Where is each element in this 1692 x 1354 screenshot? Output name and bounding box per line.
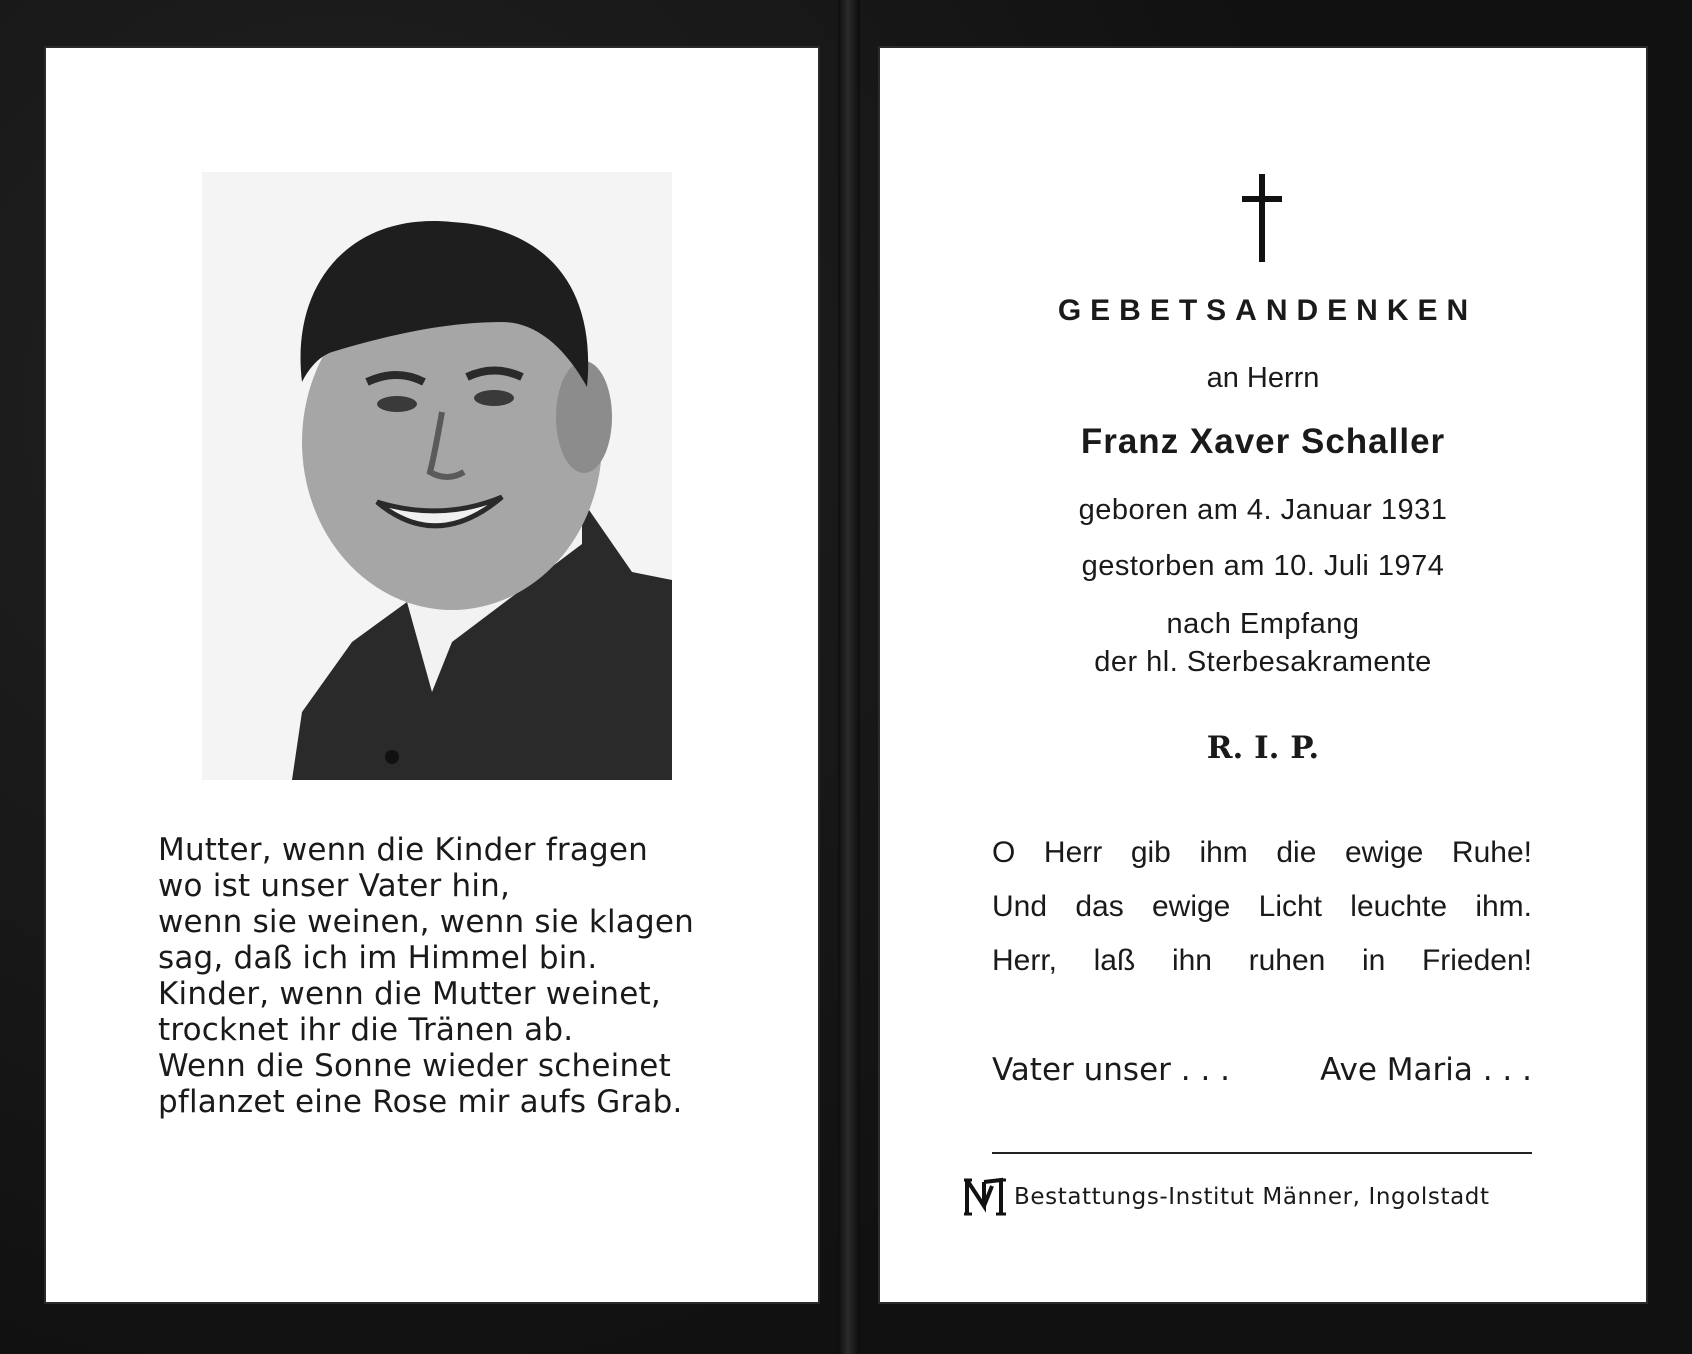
- prayer-vater-unser: Vater unser . . .: [992, 1052, 1231, 1088]
- prayer-ave-maria: Ave Maria . . .: [1320, 1052, 1532, 1088]
- funeral-home-name: Bestattungs-Institut Männer, Ingolstadt: [1014, 1184, 1490, 1210]
- birth-date: geboren am 4. Januar 1931: [1078, 494, 1448, 526]
- memorial-poem: [158, 832, 778, 1120]
- poem-line: wenn sie weinen, wenn sie klagen: [158, 904, 695, 940]
- death-date: gestorben am 10. Juli 1974: [1081, 550, 1445, 582]
- sacraments-line-1: nach Empfang: [1166, 608, 1360, 640]
- deceased-name: Franz Xaver Schaller: [1080, 422, 1446, 461]
- poem-line: Mutter, wenn die Kinder fragen: [158, 832, 649, 868]
- prayer-line: Und das ewige Licht leuchte ihm.: [992, 890, 1532, 923]
- divider-rule: [992, 1152, 1532, 1154]
- funeral-home-logo-icon: [964, 1176, 1008, 1218]
- cross-icon: [1242, 174, 1282, 262]
- prayer-line: Herr, laß ihn ruhen in Frieden!: [992, 944, 1532, 977]
- right-card: [880, 48, 1646, 1302]
- sacraments-line-2: der hl. Sterbesakramente: [1094, 646, 1432, 678]
- poem-line: trocknet ihr die Tränen ab.: [158, 1012, 574, 1048]
- poem-line: pflanzet eine Rose mir aufs Grab.: [158, 1084, 683, 1120]
- poem-line: sag, daß ich im Himmel bin.: [158, 940, 598, 976]
- portrait-photo: [202, 172, 672, 780]
- funeral-home-footer: [964, 1172, 1534, 1222]
- prayer-line: O Herr gib ihm die ewige Ruhe!: [992, 836, 1532, 869]
- poem-line: Wenn die Sonne wieder scheinet: [158, 1048, 671, 1084]
- salutation: an Herrn: [1206, 362, 1320, 394]
- card-fold: [838, 0, 860, 1354]
- left-card: [46, 48, 818, 1302]
- memorial-heading: GEBETSANDENKEN: [1057, 294, 1478, 327]
- rip-inscription: R. I. P.: [1206, 730, 1320, 766]
- poem-line: Kinder, wenn die Mutter weinet,: [158, 976, 661, 1012]
- poem-line: wo ist unser Vater hin,: [158, 868, 511, 904]
